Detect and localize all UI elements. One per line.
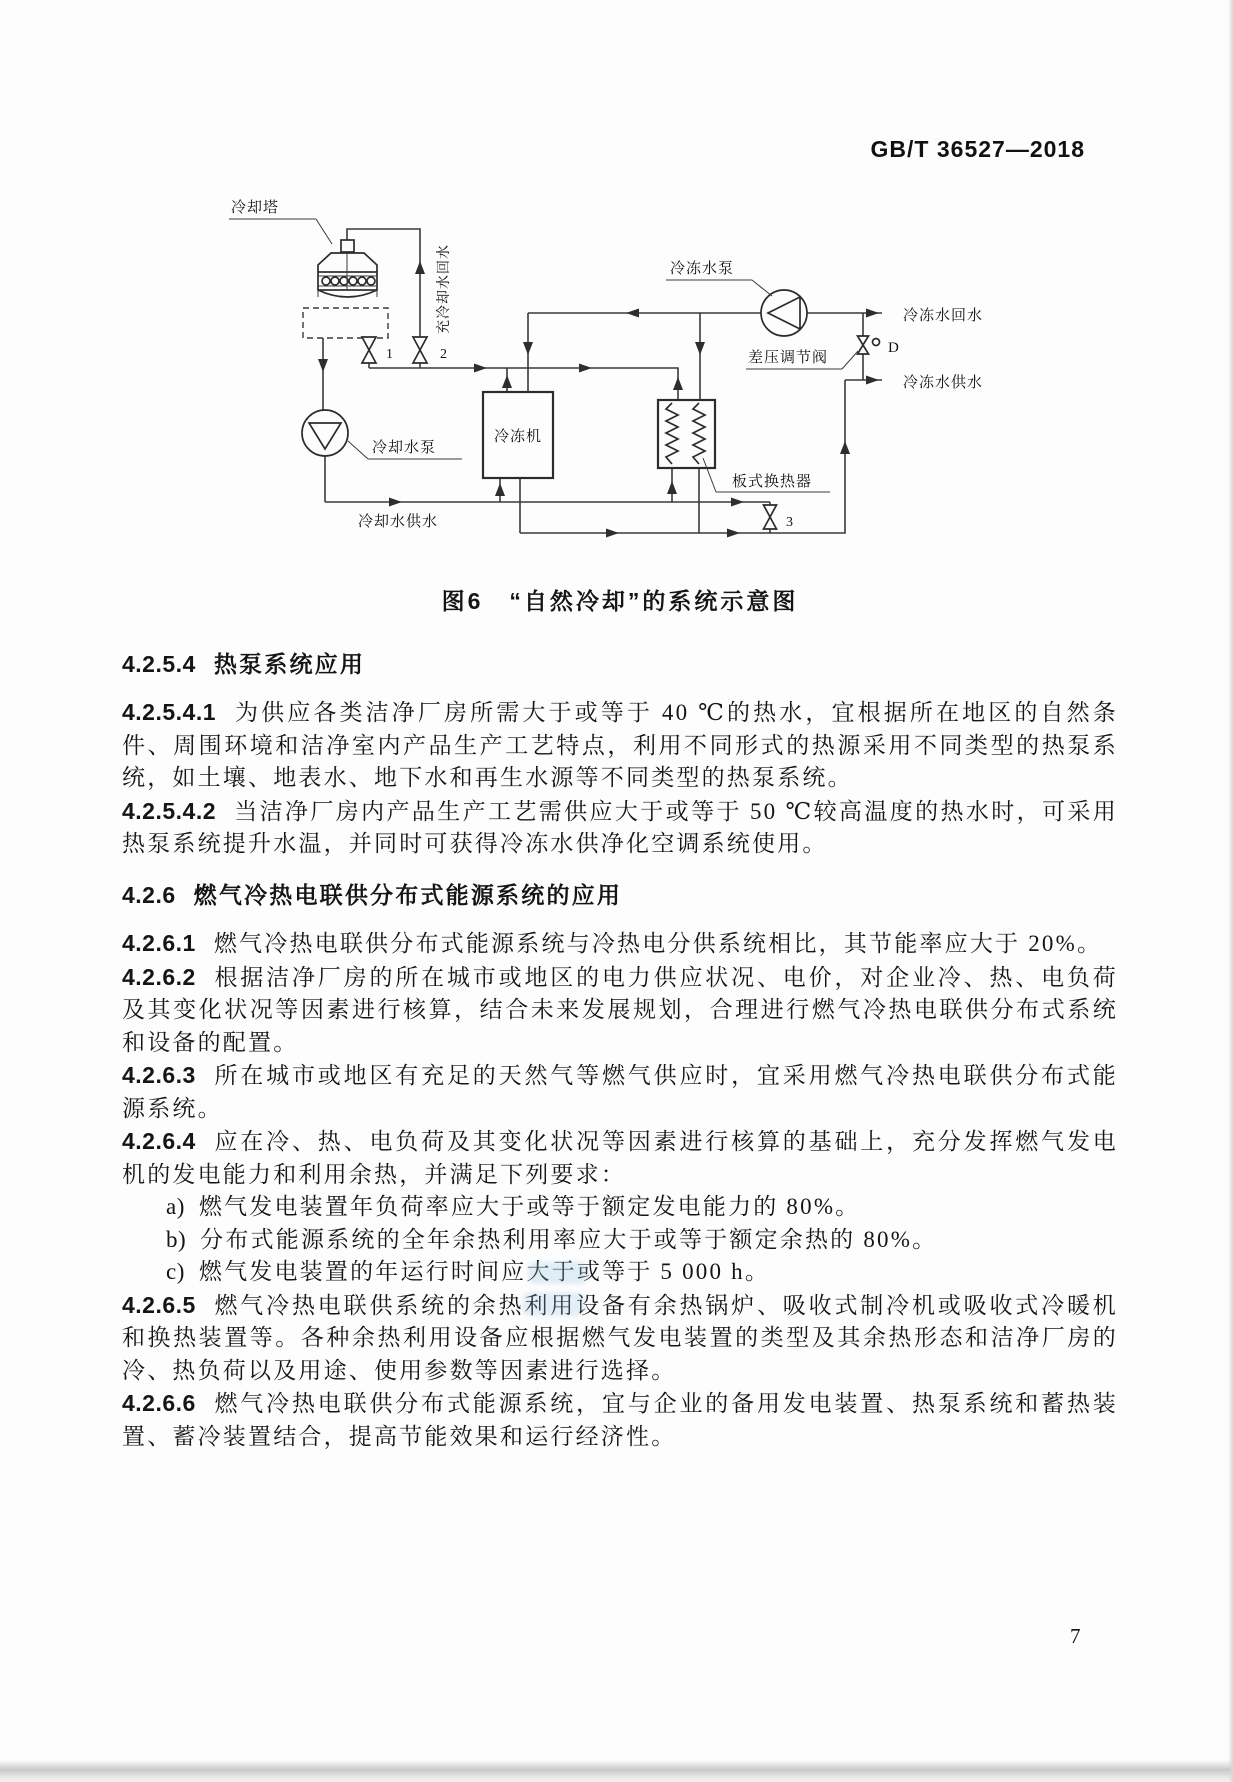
chilled-water-pump-label: 冷冻水泵 — [670, 261, 735, 277]
heading-4-2-5-4 — [122, 648, 1118, 681]
clause-number: 4.2.5.4.1 — [122, 699, 217, 725]
clause-4-2-6-2 — [122, 961, 1118, 1060]
clause-number: 4.2.6.6 — [122, 1390, 196, 1416]
heading-number: 4.2.6 — [122, 881, 176, 908]
list-item-c — [122, 1256, 1118, 1289]
valve-2-label: 2 — [440, 347, 448, 362]
list-marker: c) — [166, 1259, 185, 1284]
clause-4-2-6-1 — [122, 927, 1118, 961]
list-text: 燃气发电装置年负荷率应大于或等于额定发电能力的 80%。 — [198, 1194, 861, 1219]
clause-4-2-6-6 — [122, 1387, 1118, 1453]
diff-pressure-valve-label: 差压调节阀 — [748, 350, 829, 366]
heading-text: 燃气冷热电联供分布式能源系统的应用 — [193, 881, 623, 908]
plate-heat-exchanger-icon — [658, 400, 715, 468]
list-marker: a) — [166, 1194, 185, 1219]
body-text — [122, 585, 1118, 1453]
charge-cooling-return-label: 充冷却水回水 — [437, 244, 452, 334]
diff-pressure-valve-icon — [858, 336, 880, 354]
chilled-water-return-label: 冷冻水回水 — [903, 308, 984, 324]
valve-3-icon — [764, 505, 777, 529]
cooling-water-pump-label: 冷却水泵 — [372, 440, 437, 456]
clause-text: 所在城市或地区有充足的天然气等燃气供应时，宜采用燃气冷热电联供分布式能源系统。 — [122, 1063, 1118, 1121]
scan-watermark — [528, 1262, 588, 1284]
figure-caption: 图6 “自然冷却”的系统示意图 — [441, 588, 799, 614]
cooling-water-supply-label: 冷却水供水 — [358, 514, 439, 530]
cooling-water-pump-icon — [302, 410, 348, 456]
clause-number: 4.2.6.3 — [122, 1062, 196, 1088]
figure-6-diagram — [0, 0, 1233, 600]
clause-4-2-6-5 — [122, 1289, 1118, 1388]
chiller-label: 冷冻机 — [493, 429, 543, 445]
clause-4-2-5-4-1 — [122, 696, 1118, 795]
clause-text: 应在冷、热、电负荷及其变化状况等因素进行核算的基础上，充分发挥燃气发电机的发电能力和利用余热，并满足下列要求： — [122, 1129, 1118, 1187]
heading-number: 4.2.5.4 — [122, 650, 196, 677]
chiller-box — [483, 392, 553, 478]
clause-text: 根据洁净厂房的所在城市或地区的电力供应状况、电价，对企业冷、热、电负荷及其变化状况等因素进行核算，结合未来发展规划，合理进行燃气冷热电联供分布式系统和设备的配置。 — [122, 964, 1118, 1055]
diagram-labels — [229, 198, 983, 530]
cooling-tower-icon — [318, 240, 377, 297]
list-item-b — [122, 1224, 1118, 1257]
clause-text: 燃气冷热电联供分布式能源系统，宜与企业的备用发电装置、热泵系统和蓄热装置、蓄冷装置结合，提高节能效果和运行经济性。 — [122, 1391, 1118, 1449]
clause-text: 当洁净厂房内产品生产工艺需供应大于或等于 50 ℃较高温度的热水时，可采用热泵系统提升水温，并同时可获得冷冻水供净化空调系统使用。 — [122, 798, 1118, 856]
clause-number: 4.2.5.4.2 — [122, 797, 217, 824]
chilled-water-supply-label: 冷冻水供水 — [903, 375, 984, 391]
chilled-water-pump-icon — [761, 290, 807, 336]
heading-4-2-6 — [122, 879, 1118, 912]
scan-watermark — [522, 1292, 584, 1316]
tower-basin-dashed — [303, 308, 388, 338]
clause-4-2-6-4 — [122, 1125, 1118, 1191]
standard-number-header: GB/T 36527—2018 — [870, 136, 1085, 162]
clause-number: 4.2.6.2 — [122, 963, 196, 990]
clause-text: 燃气冷热电联供系统的余热利用设备有余热锅炉、吸收式制冷机或吸收式冷暖机和换热装置等。各种余热利用设备应根据燃气发电装置的类型及其余热形态和洁净厂房的冷、热负荷以及用途、使用参数等因素进行选择。 — [122, 1292, 1118, 1383]
clause-4-2-6-3 — [122, 1059, 1118, 1125]
heading-text: 热泵系统应用 — [213, 650, 366, 677]
valve-1-icon — [362, 337, 376, 363]
list-text: 燃气发电装置的年运行时间应大于或等于 5 000 h。 — [198, 1259, 771, 1284]
clause-number: 4.2.6.5 — [122, 1291, 196, 1318]
valve-d-label: D — [888, 340, 900, 356]
valve-3-label: 3 — [786, 515, 794, 530]
scan-bottom-edge — [0, 1760, 1233, 1782]
list-marker: b) — [166, 1226, 187, 1252]
cooling-tower-label: 冷却塔 — [231, 200, 280, 216]
list-text: 分布式能源系统的全年余热利用率应大于或等于额定余热的 80%。 — [200, 1226, 938, 1252]
valve-2-icon — [413, 337, 427, 363]
page-number: 7 — [1070, 1624, 1081, 1648]
clause-number: 4.2.6.4 — [122, 1128, 196, 1154]
scan-right-edge — [1228, 0, 1233, 1782]
clause-4-2-5-4-2 — [122, 795, 1118, 861]
clause-text: 为供应各类洁净厂房所需大于或等于 40 ℃的热水，宜根据所在地区的自然条件、周围环境和洁净室内产品生产工艺特点，利用不同形式的热源采用不同类型的热泵系统，如土壤、地表水、地下水和再生水源等不同类型的热泵系统。 — [122, 700, 1118, 790]
clause-text: 燃气冷热电联供分布式能源系统与冷热电分供系统相比，其节能率应大于 20%。 — [213, 931, 1103, 956]
valve-1-label: 1 — [386, 347, 394, 362]
clause-number: 4.2.6.1 — [122, 930, 196, 956]
list-item-a — [122, 1191, 1118, 1224]
plate-heat-exchanger-label: 板式换热器 — [732, 474, 813, 490]
